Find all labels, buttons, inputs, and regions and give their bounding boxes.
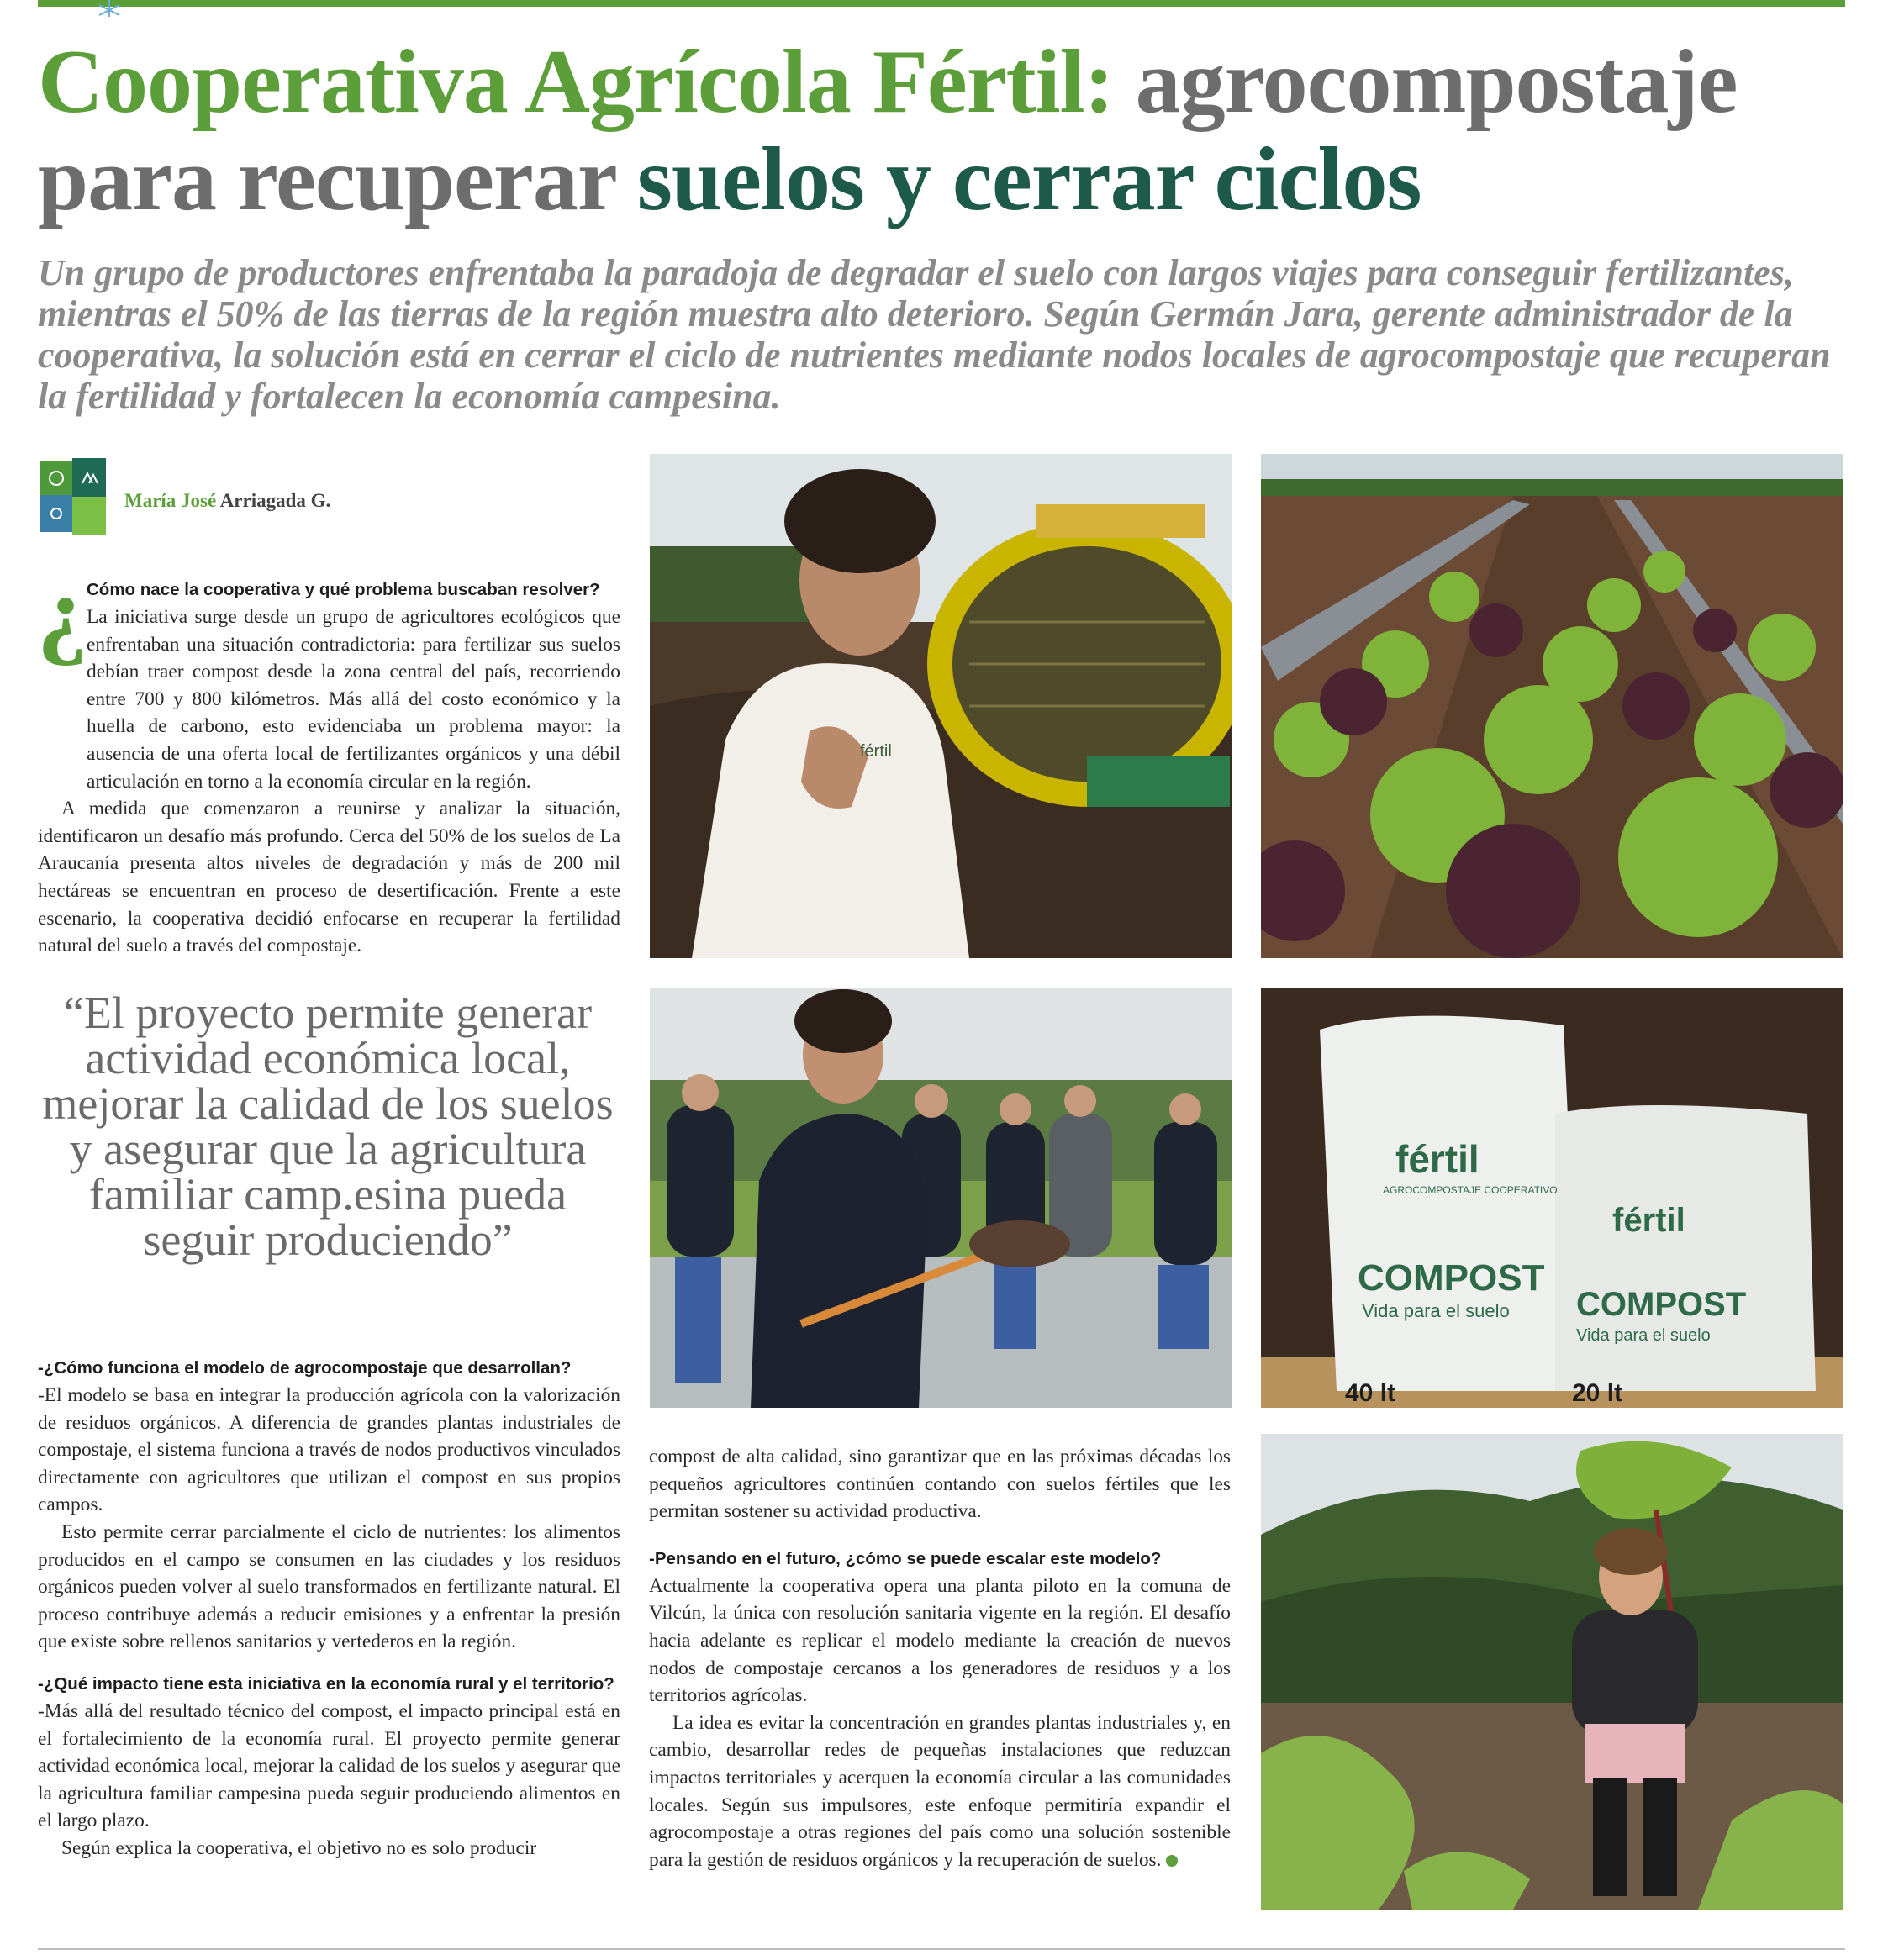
deck-summary: Un grupo de productores enfrentaba la paradoja de degradar el suelo con largos viajes para conseguir fertilizantes, mientras el 50% de las tierras de la región muestra alto deterioro. Según Germán Jara, gerente administrador de la cooperativa, la solución está en cerrar el ciclo de nutrientes mediante nodos locales de agrocompostaje que recuperan la fertilidad y fortalecen la economía campesina. bbox=[38, 252, 1831, 417]
section1-paragraph-1: La iniciativa surge desde un grupo de agricultores ecológicos que enfrentaban una situación contradictoria: para fertilizar sus suelos debían traer compost desde la zona central del país, recorriendo entre 700 y 800 kilómetros. Más allá del costo económico y la huella de carbono, esto evidenciaba un problema mayor: la ausencia de una oferta local de fertilizantes orgánicos y una débil articulación en torno a la economía circular en la región. bbox=[87, 606, 620, 793]
section2-body bbox=[38, 1355, 620, 1863]
top-rule bbox=[38, 0, 1845, 7]
photo-lettuce-field bbox=[1261, 454, 1843, 958]
bag2-brand: fértil bbox=[1612, 1202, 1685, 1239]
snowflake-icon bbox=[84, 0, 134, 22]
pull-quote: “El proyecto permite generar actividad económica local, mejorar la calidad de los suelos y asegurar que la agricultura familiar camp.esina pueda seguir produciendo” bbox=[42, 988, 614, 1265]
section2-paragraph-1: -El modelo se basa en integrar la producción agrícola con la valorización de residuos orgánicos. A diferencia de grandes plantas industriales de compostaje, el sistema funciona a través de nodos productivos vinculados directamente con agricultores que utilizan el compost en sus propios campos. bbox=[38, 1384, 620, 1516]
headline-line2-b: suelos y cerrar ciclos bbox=[636, 129, 1421, 229]
headline-line2-a: para recuperar bbox=[38, 129, 637, 229]
author-last-name: Arriagada G. bbox=[216, 490, 331, 511]
end-mark bbox=[1166, 1855, 1178, 1867]
bottom-rule bbox=[38, 1948, 1845, 1950]
section4-paragraph-2-text: La idea es evitar la concentración en grandes plantas industriales y, en cambio, desarrollar redes de pequeñas instalaciones que reduzcan impactos territoriales y acerquen la economía circular a las comunidades locales. Según sus impulsores, este enfoque permitiría expandir el agrocompostaje a otras regiones del país como una solución sostenible para la gestión de residuos orgánicos y la recuperación de suelos. bbox=[649, 1711, 1231, 1871]
photo-group-shovel bbox=[650, 988, 1232, 1408]
bag2-product: COMPOST bbox=[1576, 1286, 1747, 1323]
section3-paragraph-2: Según explica la cooperativa, el objetivo no es solo producir bbox=[61, 1836, 537, 1859]
photo-compost-trommel bbox=[650, 454, 1232, 958]
photo-woman-rhubarb bbox=[1261, 1434, 1843, 1910]
section1-paragraph-2: A medida que comenzaron a reunirse y analizar la situación, identificaron un desafío más profundo. Cerca del 50% de los suelos de La Araucanía presenta altos niveles de degradación y más de 200 mil hectáreas se encuentran en proceso de desertificación. Frente a este escenario, la cooperativa decidió enfocarse en recuperar la fertilidad natural del suelo a través del compostaje. bbox=[38, 798, 620, 957]
bag1-product: COMPOST bbox=[1358, 1257, 1545, 1299]
section1-question: Cómo nace la cooperativa y qué problema buscaban resolver? bbox=[87, 580, 600, 599]
bag2-tagline: Vida para el suelo bbox=[1576, 1326, 1711, 1345]
section3-paragraph-1: -Más allá del resultado técnico del compost, el impacto principal está en el fortalecimiento de la economía rural. El proyecto permite generar actividad económica local, mejorar la calidad de los suelos y asegurar que la agricultura familiar campesina pueda seguir produciendo alimentos en el largo plazo. bbox=[38, 1699, 620, 1832]
shirt-logo-text: fértil bbox=[860, 742, 892, 761]
section1-lead bbox=[87, 577, 620, 603]
author-first-name: María José bbox=[124, 490, 217, 511]
headline-topic: agrocompostaje bbox=[1113, 32, 1738, 132]
photo-compost-bags bbox=[1261, 988, 1843, 1408]
section4-question: -Pensando en el futuro, ¿cómo se puede escalar este modelo? bbox=[649, 1548, 1162, 1568]
author-byline bbox=[124, 490, 330, 512]
drop-question-mark: ¿ bbox=[37, 555, 87, 667]
section4-paragraph-1: Actualmente la cooperativa opera una planta piloto en la comuna de Vilcún, la única con resolución sanitaria vigente en la región. El desafío hacia adelante es replicar el modelo mediante la creación de nuevos nodos de compostaje cercanos a los generadores de residuos y a los territorios agrícolas. bbox=[649, 1574, 1231, 1707]
section2-paragraph-2: Esto permite cerrar parcialmente el ciclo de nutrientes: los alimentos producidos en el campo se consumen en las ciudades y los residuos orgánicos pueden volver al suelo transformados en fertilizante natural. El proceso contribuye además a reducir emisiones y a enfrentar la presión que existe sobre rellenos sanitarios y vertederos en la región. bbox=[38, 1520, 620, 1653]
headline bbox=[38, 34, 1854, 229]
section3-paragraph-continued: compost de alta calidad, sino garantizar que en las próximas décadas los pequeños agricultores continúen contando con suelos fértiles que les permitan sostener su actividad productiva. bbox=[649, 1446, 1231, 1523]
headline-brand: Cooperativa Agrícola Fértil: bbox=[38, 32, 1114, 132]
bag1-subtitle: AGROCOMPOSTAJE COOPERATIVO bbox=[1383, 1184, 1558, 1196]
section1-body bbox=[38, 603, 620, 960]
section3-question: -¿Qué impacto tiene esta iniciativa en la economía rural y el territorio? bbox=[38, 1673, 614, 1694]
bag1-tagline: Vida para el suelo bbox=[1362, 1300, 1510, 1321]
cooperative-logo bbox=[40, 458, 106, 535]
section2-question: -¿Cómo funciona el modelo de agrocompostaje que desarrollan? bbox=[38, 1358, 572, 1378]
bag1-brand: fértil bbox=[1395, 1137, 1480, 1181]
bag2-size: 20 lt bbox=[1572, 1379, 1623, 1407]
section3-continued bbox=[649, 1443, 1231, 1873]
section4-paragraph-2 bbox=[649, 1710, 1231, 1874]
bag1-size: 40 lt bbox=[1345, 1379, 1396, 1407]
